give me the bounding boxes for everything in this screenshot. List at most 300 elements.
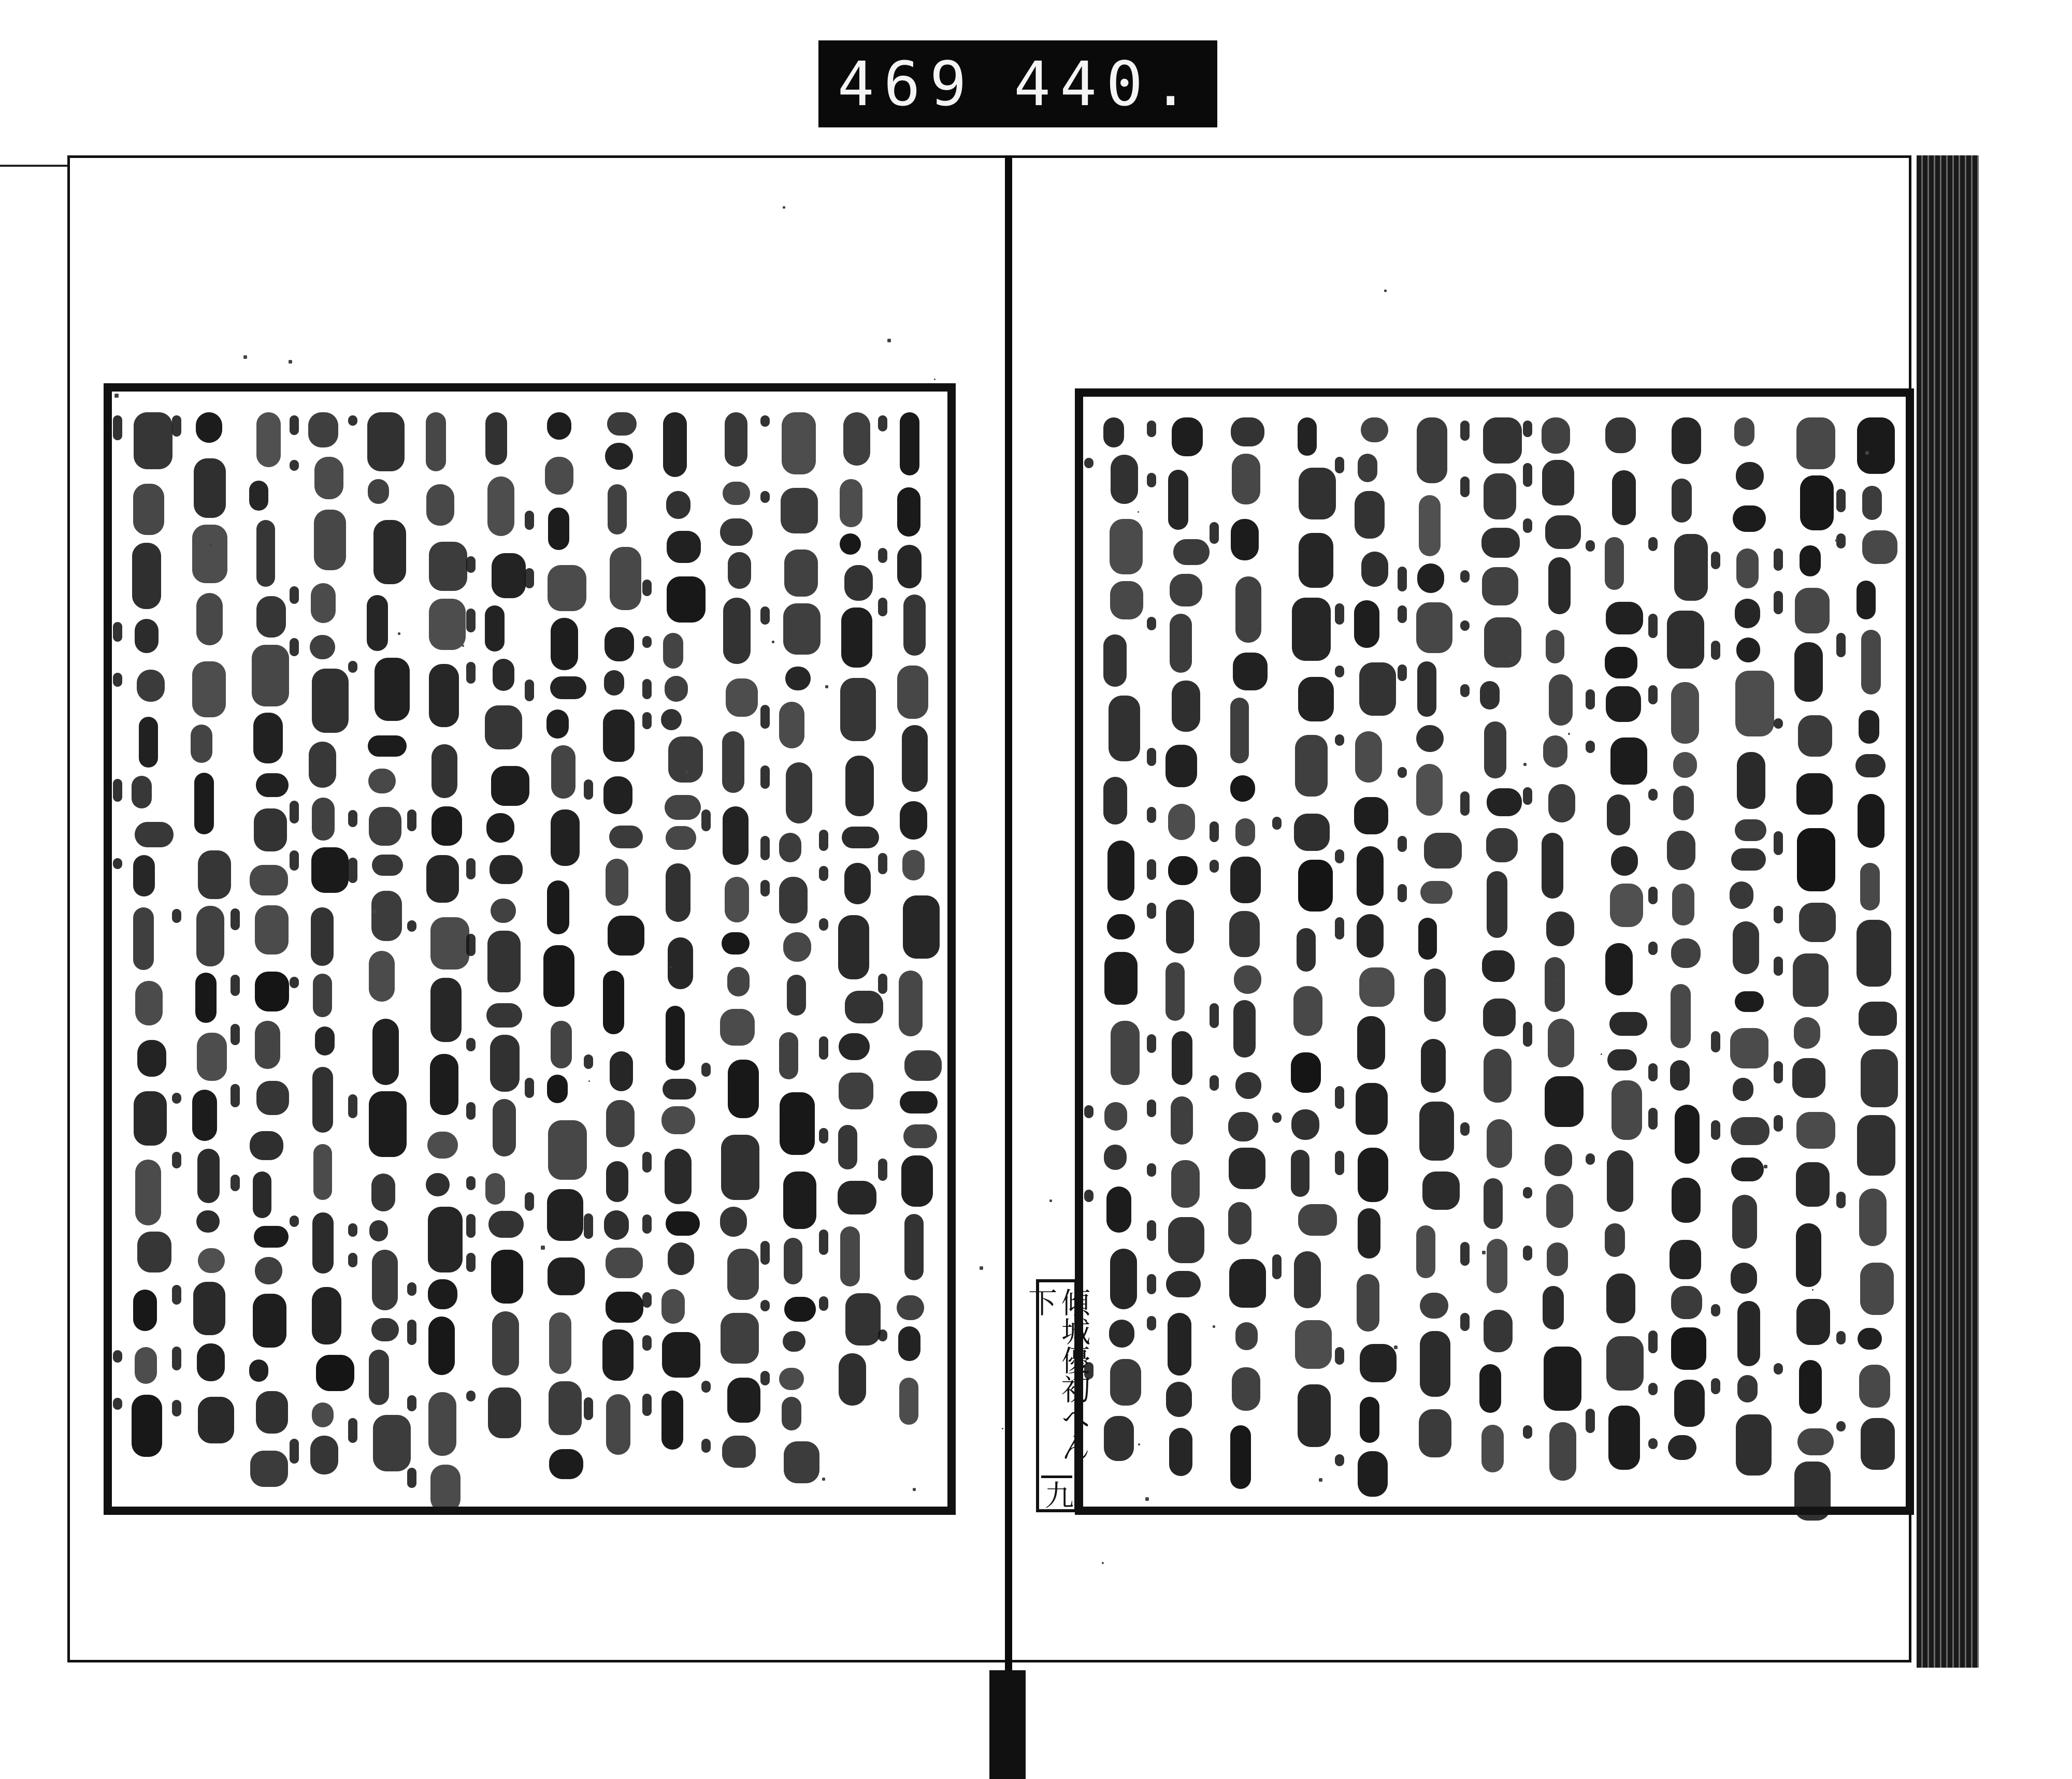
furigana-mark: [172, 909, 181, 923]
glyph-stroke: [314, 457, 343, 499]
handwritten-column: [1787, 417, 1829, 1486]
glyph-stroke: [428, 1207, 463, 1272]
furigana-mark: [348, 1094, 357, 1118]
glyph-stroke: [1484, 1178, 1503, 1229]
glyph-stroke: [786, 762, 812, 823]
glyph-stroke: [488, 1211, 524, 1238]
glyph-stroke: [787, 975, 806, 1016]
glyph-stroke: [547, 1075, 568, 1103]
glyph-stroke: [1172, 681, 1200, 732]
furigana-mark: [1084, 458, 1093, 468]
glyph-stroke: [1166, 745, 1197, 787]
glyph-stroke: [1298, 1384, 1331, 1447]
furigana-mark: [701, 1063, 711, 1077]
scan-speck: [289, 360, 292, 364]
glyph-stroke: [311, 907, 334, 966]
glyph-stroke: [783, 1171, 816, 1229]
furigana-mark: [1711, 1120, 1720, 1140]
handwritten-column: [774, 412, 815, 1486]
glyph-stroke: [840, 678, 876, 741]
glyph-stroke: [198, 1248, 225, 1273]
furigana-mark: [1335, 1151, 1344, 1175]
glyph-stroke: [1166, 962, 1185, 1021]
glyph-stroke: [904, 1214, 924, 1280]
handwritten-column: [538, 412, 580, 1486]
glyph-stroke: [903, 595, 926, 656]
furigana-mark: [407, 809, 416, 831]
glyph-stroke: [783, 603, 821, 655]
glyph-stroke: [1109, 1320, 1134, 1348]
glyph-stroke: [256, 1081, 289, 1115]
glyph-stroke: [1172, 1031, 1192, 1085]
glyph-stroke: [608, 484, 627, 534]
glyph-stroke: [492, 553, 526, 598]
scan-speck: [588, 1080, 590, 1082]
furigana-mark: [1523, 787, 1532, 805]
glyph-stroke: [1168, 804, 1195, 840]
furigana-mark: [819, 1036, 828, 1060]
glyph-stroke: [661, 709, 682, 730]
glyph-stroke: [1862, 530, 1897, 564]
glyph-stroke: [1855, 754, 1886, 777]
glyph-stroke: [840, 533, 861, 555]
glyph-stroke: [1605, 647, 1637, 678]
glyph-stroke: [602, 1329, 634, 1381]
glyph-stroke: [1674, 1380, 1705, 1427]
glyph-stroke: [253, 1171, 271, 1218]
furigana-mark: [1335, 734, 1344, 746]
furigana-mark: [1460, 791, 1470, 816]
furigana-mark: [1774, 718, 1783, 729]
furigana-mark: [642, 636, 652, 648]
glyph-stroke: [250, 1131, 283, 1160]
glyph-stroke: [310, 635, 335, 659]
glyph-stroke: [371, 891, 402, 941]
glyph-stroke: [903, 1124, 937, 1148]
glyph-stroke: [372, 1250, 398, 1310]
glyph-stroke: [137, 1040, 166, 1077]
furigana-mark: [525, 568, 534, 588]
glyph-stroke: [372, 855, 403, 876]
glyph-stroke: [1484, 1310, 1513, 1352]
glyph-stroke: [841, 608, 872, 668]
glyph-stroke: [1416, 764, 1443, 816]
furigana-mark: [1648, 887, 1658, 904]
glyph-stroke: [1297, 928, 1316, 972]
handwritten-column: [1348, 417, 1390, 1486]
glyph-stroke: [1171, 1160, 1200, 1208]
glyph-stroke: [1229, 911, 1260, 957]
glyph-stroke: [1422, 1171, 1460, 1210]
furigana-mark: [1836, 489, 1846, 512]
glyph-stroke: [1858, 794, 1884, 848]
furigana-mark: [1147, 1100, 1156, 1117]
furigana-mark: [290, 460, 299, 471]
furigana-mark: [1523, 463, 1532, 487]
glyph-stroke: [1356, 1083, 1388, 1135]
glyph-stroke: [133, 907, 154, 970]
glyph-stroke: [1417, 563, 1444, 593]
glyph-stroke: [722, 731, 744, 793]
glyph-stroke: [839, 1033, 870, 1060]
furigana-mark: [290, 1216, 299, 1227]
glyph-stroke: [1671, 1327, 1706, 1370]
glyph-stroke: [666, 1006, 685, 1071]
scan-speck: [243, 355, 247, 359]
glyph-stroke: [316, 1355, 354, 1391]
furigana-mark: [113, 1398, 122, 1410]
furigana-mark: [1335, 603, 1344, 625]
glyph-stroke: [1733, 1078, 1753, 1101]
glyph-stroke: [198, 850, 231, 899]
glyph-stroke: [898, 1326, 920, 1361]
glyph-stroke: [426, 484, 454, 526]
glyph-stroke: [1735, 819, 1766, 841]
glyph-stroke: [1233, 653, 1268, 690]
handwritten-column: [126, 412, 168, 1486]
glyph-stroke: [1736, 638, 1760, 662]
glyph-stroke: [1797, 1428, 1834, 1455]
furigana-mark: [760, 836, 770, 860]
glyph-stroke: [1234, 965, 1261, 994]
glyph-stroke: [1299, 468, 1336, 519]
scan-speck: [913, 1488, 916, 1491]
right-handwritten-columns: [1098, 417, 1891, 1486]
glyph-stroke: [1487, 871, 1507, 938]
furigana-mark: [172, 1093, 181, 1104]
page-fore-edge: [1917, 155, 1979, 1668]
glyph-stroke: [1793, 953, 1829, 1007]
glyph-stroke: [1610, 884, 1643, 927]
scan-speck: [822, 1478, 825, 1481]
glyph-stroke: [493, 1099, 516, 1156]
glyph-stroke: [369, 807, 401, 846]
glyph-stroke: [1292, 598, 1331, 661]
glyph-stroke: [661, 1289, 685, 1324]
furigana-mark: [584, 1397, 593, 1420]
glyph-stroke: [314, 510, 346, 570]
glyph-stroke: [430, 978, 462, 1042]
glyph-stroke: [490, 855, 523, 884]
glyph-stroke: [1547, 1242, 1568, 1276]
glyph-stroke: [1549, 1422, 1576, 1481]
furigana-mark: [760, 880, 770, 896]
scan-speck: [825, 685, 828, 688]
glyph-stroke: [1861, 630, 1881, 695]
furigana-mark: [1586, 689, 1595, 710]
glyph-stroke: [133, 855, 155, 896]
furigana-mark: [172, 1152, 181, 1168]
glyph-stroke: [547, 412, 571, 440]
furigana-mark: [1711, 1378, 1720, 1394]
glyph-stroke: [1230, 1425, 1251, 1489]
glyph-stroke: [485, 1173, 505, 1205]
furigana-mark: [642, 1292, 652, 1308]
furigana-mark: [1836, 1331, 1846, 1344]
glyph-stroke: [1670, 1060, 1690, 1091]
glyph-stroke: [1109, 696, 1140, 761]
handwritten-column: [597, 412, 639, 1486]
glyph-stroke: [782, 1397, 801, 1430]
glyph-stroke: [1672, 479, 1692, 523]
glyph-stroke: [1610, 737, 1647, 785]
glyph-stroke: [551, 618, 578, 670]
furigana-mark: [1774, 906, 1783, 923]
furigana-mark: [1210, 522, 1219, 544]
furigana-mark: [1836, 633, 1846, 657]
glyph-stroke: [1483, 417, 1522, 464]
furigana-mark: [819, 918, 828, 931]
glyph-stroke: [1798, 715, 1832, 757]
glyph-stroke: [899, 971, 923, 1036]
glyph-stroke: [1861, 1418, 1895, 1470]
furigana-mark: [1460, 476, 1470, 497]
furigana-mark: [701, 1439, 711, 1453]
glyph-stroke: [610, 547, 641, 610]
scan-speck: [783, 206, 785, 209]
glyph-stroke: [426, 855, 459, 903]
furigana-mark: [466, 1176, 476, 1190]
furigana-mark: [1147, 1163, 1156, 1177]
glyph-stroke: [312, 1287, 341, 1344]
scan-speck: [772, 641, 774, 643]
glyph-stroke: [308, 412, 338, 447]
handwritten-column: [362, 412, 403, 1486]
glyph-stroke: [605, 627, 634, 661]
glyph-stroke: [1294, 1251, 1321, 1308]
furigana-mark: [1523, 1425, 1532, 1439]
glyph-stroke: [256, 412, 281, 467]
glyph-stroke: [1483, 999, 1516, 1036]
glyph-stroke: [429, 542, 467, 591]
furigana-mark: [1335, 1347, 1344, 1365]
frame-counter-left: 469: [837, 48, 976, 120]
glyph-stroke: [1730, 881, 1753, 909]
glyph-stroke: [1104, 952, 1138, 1005]
glyph-stroke: [1104, 1102, 1127, 1131]
furigana-mark: [1774, 1363, 1783, 1375]
glyph-stroke: [1484, 1049, 1512, 1103]
glyph-stroke: [1484, 473, 1516, 519]
glyph-stroke: [901, 1155, 933, 1207]
furigana-mark: [466, 1253, 476, 1272]
glyph-stroke: [1298, 417, 1317, 456]
glyph-stroke: [897, 1295, 924, 1320]
glyph-stroke: [132, 1395, 162, 1457]
glyph-stroke: [1797, 828, 1835, 891]
glyph-stroke: [426, 412, 446, 471]
furigana-mark: [819, 1296, 828, 1311]
scan-speck: [372, 909, 376, 914]
glyph-stroke: [1549, 674, 1573, 726]
glyph-stroke: [663, 633, 683, 669]
furigana-mark: [819, 1128, 828, 1144]
glyph-stroke: [1546, 630, 1564, 663]
furigana-mark: [584, 779, 593, 800]
glyph-stroke: [1228, 1202, 1251, 1245]
glyph-stroke: [1298, 1204, 1337, 1236]
glyph-stroke: [1860, 863, 1880, 910]
glyph-stroke: [1357, 914, 1384, 958]
glyph-stroke: [1794, 1017, 1820, 1049]
furigana-mark: [113, 779, 122, 802]
glyph-stroke: [1295, 735, 1328, 797]
glyph-stroke: [1796, 773, 1833, 815]
glyph-stroke: [309, 742, 336, 788]
glyph-stroke: [1671, 682, 1699, 744]
scan-speck: [1812, 1289, 1814, 1291]
glyph-stroke: [1543, 735, 1567, 768]
furigana-mark: [1460, 1122, 1470, 1136]
glyph-stroke: [1857, 1115, 1895, 1176]
furigana-mark: [878, 548, 887, 563]
glyph-stroke: [603, 971, 624, 1034]
glyph-stroke: [196, 1210, 220, 1233]
glyph-stroke: [666, 826, 696, 850]
furigana-mark: [290, 586, 299, 604]
furigana-mark: [1586, 1409, 1595, 1433]
furigana-mark: [1836, 1192, 1846, 1208]
glyph-stroke: [1232, 1367, 1260, 1411]
furigana-mark: [1084, 1105, 1093, 1118]
glyph-stroke: [313, 974, 332, 1017]
furigana-mark: [1147, 1316, 1156, 1330]
glyph-stroke: [255, 1021, 280, 1069]
glyph-stroke: [1168, 470, 1188, 530]
glyph-stroke: [1420, 1331, 1450, 1397]
glyph-stroke: [1605, 417, 1636, 453]
glyph-stroke: [1171, 1096, 1193, 1145]
glyph-stroke: [1796, 417, 1835, 469]
scan-speck: [114, 394, 119, 398]
glyph-stroke: [722, 1436, 756, 1468]
furigana-mark: [1836, 1421, 1846, 1431]
furigana-mark: [642, 580, 652, 596]
glyph-stroke: [371, 1318, 399, 1341]
furigana-mark: [466, 556, 476, 573]
glyph-stroke: [1417, 661, 1436, 717]
furigana-mark: [466, 662, 476, 684]
glyph-stroke: [255, 905, 289, 954]
handwritten-column: [1160, 417, 1202, 1486]
glyph-stroke: [721, 1313, 759, 1364]
glyph-stroke: [191, 725, 212, 763]
furigana-mark: [348, 1418, 357, 1443]
furigana-mark: [348, 415, 357, 426]
page-number: 九: [1040, 1480, 1074, 1509]
glyph-stroke: [1294, 814, 1330, 851]
furigana-mark: [1648, 1108, 1658, 1130]
glyph-stroke: [1229, 1259, 1266, 1308]
glyph-stroke: [134, 412, 172, 469]
furigana-mark: [642, 1394, 652, 1416]
furigana-mark: [1272, 1254, 1282, 1279]
furigana-mark: [113, 1350, 122, 1363]
glyph-stroke: [1799, 903, 1836, 942]
glyph-stroke: [1358, 1451, 1388, 1497]
glyph-stroke: [249, 1359, 268, 1382]
glyph-stroke: [1673, 752, 1697, 778]
glyph-stroke: [196, 412, 222, 443]
furigana-mark: [760, 1371, 770, 1385]
furigana-mark: [1210, 860, 1219, 873]
furigana-mark: [1272, 817, 1282, 830]
glyph-stroke: [548, 1120, 587, 1180]
glyph-stroke: [1293, 986, 1322, 1036]
glyph-stroke: [427, 1132, 458, 1159]
glyph-stroke: [492, 1311, 519, 1376]
glyph-stroke: [1611, 846, 1638, 876]
furigana-mark: [466, 858, 476, 879]
furigana-mark: [1648, 537, 1658, 551]
scan-speck: [1138, 1443, 1140, 1445]
furigana-mark: [1147, 1034, 1156, 1053]
furigana-mark: [172, 1285, 181, 1305]
furigana-mark: [642, 1152, 652, 1173]
glyph-stroke: [1170, 574, 1202, 606]
furigana-mark: [290, 638, 299, 656]
glyph-stroke: [1859, 1002, 1897, 1036]
glyph-stroke: [1733, 505, 1766, 532]
glyph-stroke: [1734, 417, 1754, 446]
glyph-stroke: [1482, 567, 1518, 605]
glyph-stroke: [1481, 528, 1520, 558]
glyph-stroke: [1546, 912, 1574, 946]
glyph-stroke: [372, 1019, 399, 1085]
furigana-mark: [1147, 807, 1156, 823]
scan-speck: [1865, 451, 1869, 455]
glyph-stroke: [1421, 1039, 1446, 1093]
glyph-stroke: [903, 895, 940, 959]
scan-speck: [398, 632, 400, 635]
glyph-stroke: [549, 1381, 582, 1435]
scan-speck: [1138, 511, 1139, 513]
glyph-stroke: [1354, 600, 1379, 648]
glyph-stroke: [844, 565, 873, 601]
glyph-stroke: [610, 1051, 633, 1091]
furigana-mark: [1648, 1383, 1658, 1395]
handwritten-column: [1098, 417, 1139, 1486]
glyph-stroke: [135, 822, 174, 847]
glyph-stroke: [315, 1026, 335, 1055]
furigana-mark: [760, 1241, 770, 1265]
glyph-stroke: [1354, 797, 1388, 834]
glyph-stroke: [727, 967, 750, 996]
glyph-stroke: [249, 481, 268, 511]
glyph-stroke: [137, 1232, 171, 1272]
furigana-mark: [290, 977, 299, 988]
scan-speck: [1568, 733, 1570, 735]
glyph-stroke: [1795, 588, 1830, 633]
glyph-stroke: [720, 1009, 755, 1046]
glyph-stroke: [1166, 1382, 1192, 1417]
glyph-stroke: [1416, 725, 1444, 752]
glyph-stroke: [779, 1032, 798, 1079]
glyph-stroke: [784, 1297, 816, 1322]
handwritten-column: [1662, 417, 1703, 1486]
glyph-stroke: [313, 1144, 332, 1200]
glyph-stroke: [1228, 1112, 1258, 1141]
glyph-stroke: [490, 1035, 520, 1092]
furigana-mark: [642, 1335, 652, 1351]
furigana-mark: [348, 858, 357, 883]
furigana-mark: [466, 1214, 476, 1238]
glyph-stroke: [1355, 731, 1382, 783]
left-text-panel: [104, 383, 956, 1515]
glyph-stroke: [551, 745, 575, 799]
furigana-mark: [760, 415, 770, 427]
glyph-stroke: [1731, 1117, 1769, 1145]
